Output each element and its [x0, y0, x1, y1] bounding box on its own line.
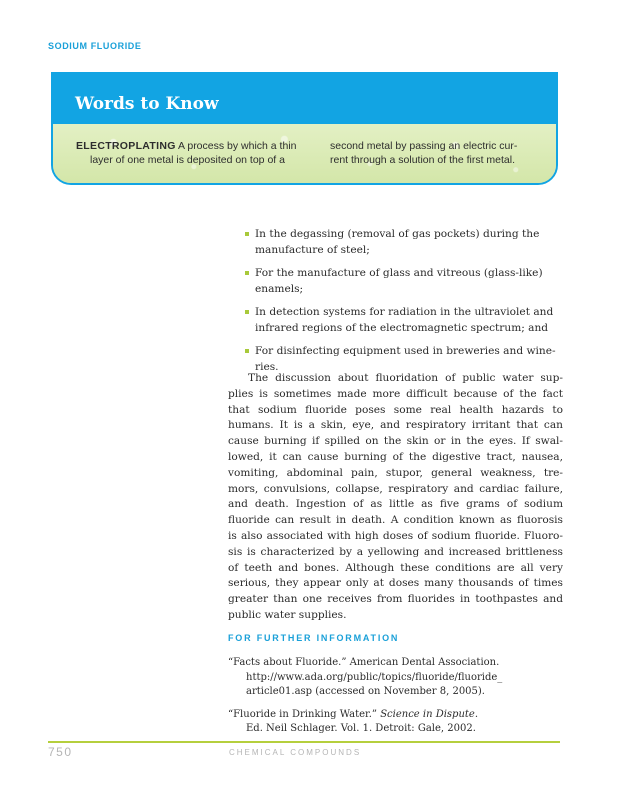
definition-text: rent through a solution of the first metal.	[330, 154, 516, 166]
paragraph-line: fluoride can result in death. A condition known as fluorosis	[228, 514, 563, 527]
bullet-square-icon	[245, 232, 249, 236]
definition-right-column	[330, 139, 545, 167]
paragraph-line: mors, convulsions, collapse, respiratory and cardiac failure,	[228, 482, 563, 495]
page-number: 750	[48, 745, 73, 759]
definition-left-column	[76, 139, 306, 167]
uses-list	[243, 226, 563, 382]
paragraph-line: and death. Ingestion of as little as five grams of sodium	[228, 498, 563, 511]
definition-text: second metal by passing an electric cur-	[330, 140, 518, 152]
list-item-text: In detection systems for radiation in the ultraviolet and	[255, 306, 554, 318]
reference-item	[228, 708, 558, 737]
reference-text: Ed. Neil Schlager. Vol. 1. Detroit: Gale, 2002.	[246, 723, 476, 734]
paragraph-line: serious, they appear only at doses many thousands of times	[228, 577, 563, 590]
list-item	[243, 226, 563, 258]
list-item-text: For disinfecting equipment used in breweries and wine-	[255, 345, 556, 357]
paragraph-line: vomiting, abdominal pain, stupor, general weakness, tre-	[228, 466, 563, 479]
paragraph-line: that sodium fluoride poses some real health hazards to	[228, 403, 563, 416]
bullet-square-icon	[245, 310, 249, 314]
glossary-term: ELECTROPLATING	[76, 140, 176, 152]
reference-list	[228, 656, 558, 745]
paragraph-line: lowed, it can cause burning of the digestive tract, nausea,	[228, 450, 563, 463]
reference-text: “Facts about Fluoride.” American Dental Association.	[228, 657, 500, 668]
reference-text: article01.asp (accessed on November 8, 2005).	[246, 686, 485, 697]
paragraph-line: sis is characterized by a yellowing and increased brittleness	[228, 545, 563, 558]
footer-book-title: CHEMICAL COMPOUNDS	[229, 748, 362, 757]
body-paragraph	[228, 371, 563, 624]
paragraph-line: greater than one receives from fluorides in toothpastes and	[228, 593, 563, 606]
list-item-text: In the degassing (removal of gas pockets) during the	[255, 228, 540, 240]
list-item	[243, 265, 563, 297]
reference-text: “Fluoride in Drinking Water.”	[228, 708, 381, 720]
footer-rule	[48, 741, 560, 743]
list-item	[243, 304, 563, 336]
paragraph-line: is also associated with high doses of sodium fluoride. Fluoro-	[228, 529, 563, 542]
further-information-heading: FOR FURTHER INFORMATION	[228, 633, 400, 643]
reference-title: Science in Dispute.	[380, 708, 479, 720]
paragraph-line: of teeth and bones. Although these conditions are all very	[228, 561, 563, 574]
list-item-text: ries.	[255, 361, 279, 373]
list-item-text: infrared regions of the electromagnetic spectrum; and	[255, 322, 549, 334]
list-item-text: enamels;	[255, 283, 304, 295]
paragraph-line: cause burning if spilled on the skin or in the eyes. If swal-	[228, 435, 563, 448]
definition-text: A process by which a thin	[175, 140, 297, 152]
words-to-know-body	[53, 124, 556, 185]
paragraph-line: The discussion about fluoridation of public water sup-	[248, 372, 563, 384]
reference-url[interactable]: http://www.ada.org/public/topics/fluoride/fluoride_	[246, 671, 503, 683]
definition-text: layer of one metal is deposited on top of a	[90, 154, 285, 166]
bullet-square-icon	[245, 349, 249, 353]
list-item-text: manufacture of steel;	[255, 244, 370, 256]
running-head: SODIUM FLUORIDE	[48, 41, 142, 51]
list-item-text: For the manufacture of glass and vitreous (glass-like)	[255, 267, 543, 279]
reference-item	[228, 656, 558, 700]
words-to-know-header	[53, 74, 556, 124]
words-to-know-box	[51, 72, 558, 185]
paragraph-line: plies is sometimes made more difficult because of the fact	[228, 387, 563, 400]
words-to-know-title: Words to Know	[75, 94, 219, 114]
paragraph-line: humans. It is a skin, eye, and respiratory irritant that can	[228, 419, 563, 432]
paragraph-line: public water supplies.	[228, 608, 347, 621]
bullet-square-icon	[245, 271, 249, 275]
